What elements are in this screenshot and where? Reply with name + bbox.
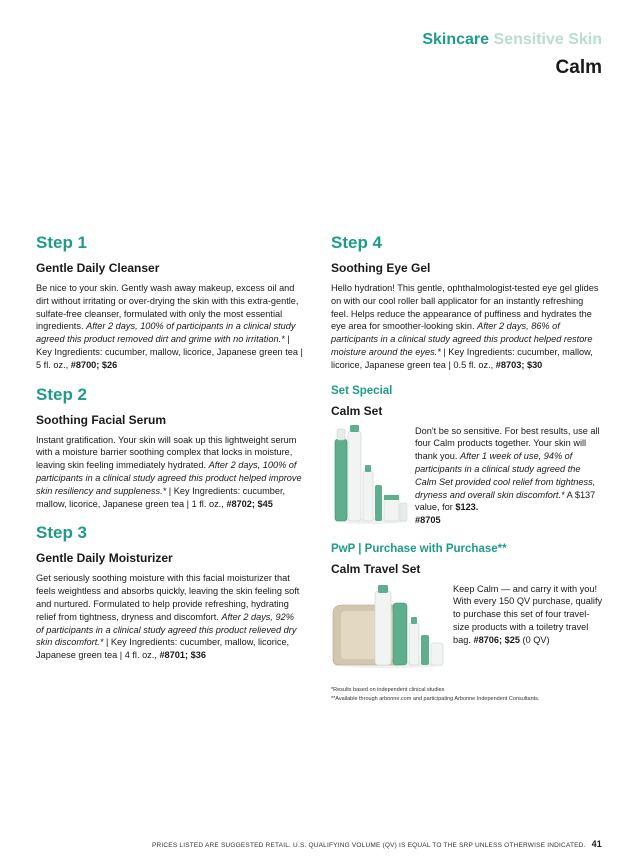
step-4-section xyxy=(331,232,603,372)
pwp-row xyxy=(331,583,603,674)
step-2-claim: After 2 days, 100% of participants in a clinical study agreed this product helped improve skin resiliency and suppleness.* xyxy=(36,460,302,496)
step-4-sku-price: #8703; $30 xyxy=(495,359,543,370)
set-special-row xyxy=(331,425,603,530)
pwp-product-name: Calm Travel Set xyxy=(331,561,421,576)
step-4-product-name: Soothing Eye Gel xyxy=(331,261,431,275)
pwp-section xyxy=(331,542,603,674)
step-2-product-name: Soothing Facial Serum xyxy=(36,412,167,427)
set-special-price: $123. xyxy=(455,502,479,513)
header-category: Skincare xyxy=(422,31,490,48)
step-3-product-name: Gentle Daily Moisturizer xyxy=(36,551,173,566)
page-number: 41 xyxy=(591,839,602,849)
footnote-clinical: *Results based on independent clinical studies xyxy=(331,686,445,693)
set-special-claim: After 1 week of use, 94% of participants in a clinical study agreed the Calm Set provided cool relief from tightness, dryness and overall skin discomfort.* xyxy=(415,451,596,500)
step-1-product-name: Gentle Daily Cleanser xyxy=(36,261,160,275)
left-column xyxy=(36,232,304,674)
set-special-sku: #8705 xyxy=(415,515,441,526)
page-footer xyxy=(0,839,602,849)
calm-set-product-image xyxy=(331,425,409,530)
step-4-claim: After 2 days, 86% of participants in a clinical study agreed this product helped restore moisture around the eyes.* xyxy=(331,321,593,357)
step-3-description: Get seriously soothing moisture with this facial moisturizer that feels weightless and absorbs quickly, leaving the skin feeling soft and nurtured. Formulated to help provide refreshing, hydrating relief from tightness, dryness and discomfort. After 2 days, 92% of participants in a clinical study agreed this product relieved dry skin discomfort.* | Key Ingredients: cucumber, mallow, licorice, Japanese green tea | 4 fl. oz., #8701; $36 xyxy=(36,573,300,661)
header-category-line xyxy=(422,30,602,50)
set-special-heading: Set Special xyxy=(331,384,393,397)
pwp-heading: PwP | Purchase with Purchase** xyxy=(331,542,507,555)
step-1-section xyxy=(36,232,304,372)
pwp-sku-price: #8706; $25 xyxy=(473,634,520,645)
footnotes xyxy=(331,686,603,704)
set-special-description: Don't be so sensitive. For best results, use all four Calm products together. Your skin will thank you. After 1 week of use, 94% of participants in a clinical study agreed the Calm Set provided cool relief from tightness, dryness and overall skin discomfort.* A $137 value, for $123. #8705 xyxy=(415,425,600,526)
right-column xyxy=(331,232,603,704)
calm-set-bottles-illustration xyxy=(331,425,409,525)
step-1-sku-price: #8700; $26 xyxy=(70,359,118,370)
calm-travel-set-image xyxy=(331,583,447,674)
step-3-section xyxy=(36,522,304,662)
step-2-description: Instant gratification. Your skin will soak up this lightweight serum with a moisture barrier soothing complex that locks in moisture, leaving skin feeling immediately hydrated. After 2 days, 100% of participants in a clinical study agreed this product helped improve skin resiliency and suppleness.* | Key Ingredients: cucumber, mallow, licorice, Japanese green tea | 1 fl. oz., #8702; $45 xyxy=(36,434,302,509)
step-1-heading: Step 1 xyxy=(36,233,88,252)
step-3-claim: After 2 days, 92% of participants in a clinical study agreed this product relieved dry skin discomfort.* xyxy=(36,611,297,648)
step-2-sku-price: #8702; $45 xyxy=(226,498,273,509)
step-3-heading: Step 3 xyxy=(36,523,88,543)
header-subcategory: Sensitive Skin xyxy=(493,31,602,48)
footnote-availability: **Available through arbonne.com and participating Arbonne Independent Consultants. xyxy=(331,695,540,702)
step-4-description: Hello hydration! This gentle, ophthalmologist-tested eye gel glides on with our cool roller ball applicator for an instantly refreshing feel. Helps reduce the appearance of puffiness and hydrates the eye area for smoother-looking skin. After 2 days, 86% of participants in a clinical study agreed this product helped restore moisture around the eyes.* | Key Ingredients: cucumber, mallow, licorice, Japanese green tea | 0.5 fl. oz., #8703; $30 xyxy=(331,283,599,370)
pwp-description: Keep Calm — and carry it with you! With every 150 QV purchase, qualify to purchase this set of four travel-size products with a toiletry travel bag. #8706; $25 (0 QV) xyxy=(453,583,603,645)
step-1-claim: After 2 days, 100% of participants in a clinical study agreed this product removed dirt and grime with no irritation.* xyxy=(36,321,296,345)
step-2-section xyxy=(36,384,304,511)
set-special-product-name: Calm Set xyxy=(331,403,383,418)
travel-set-illustration xyxy=(331,583,447,669)
step-1-description: Be nice to your skin. Gently wash away makeup, excess oil and dirt without irritating or over-drying the skin with this extra-gentle, sulfate-free cleanser, formulated with only the most essential ingredients. After 2 days, 100% of participants in a clinical study agreed this product removed dirt and grime with no irritation.* | Key Ingredients: cucumber, mallow, licorice, Japanese green tea | 5 fl. oz., #8700; $26 xyxy=(36,283,303,370)
header-collection: Calm xyxy=(555,57,602,78)
step-2-heading: Step 2 xyxy=(36,384,88,404)
set-special-section xyxy=(331,384,603,530)
footer-disclaimer: PRICES LISTED ARE SUGGESTED RETAIL. U.S. QUALIFYING VOLUME (QV) IS EQUAL TO THE SRP UNLESS OTHERWISE INDICATED. xyxy=(151,842,586,849)
step-4-heading: Step 4 xyxy=(331,233,383,252)
step-3-sku-price: #8701; $36 xyxy=(159,650,206,661)
page-header xyxy=(422,30,602,80)
